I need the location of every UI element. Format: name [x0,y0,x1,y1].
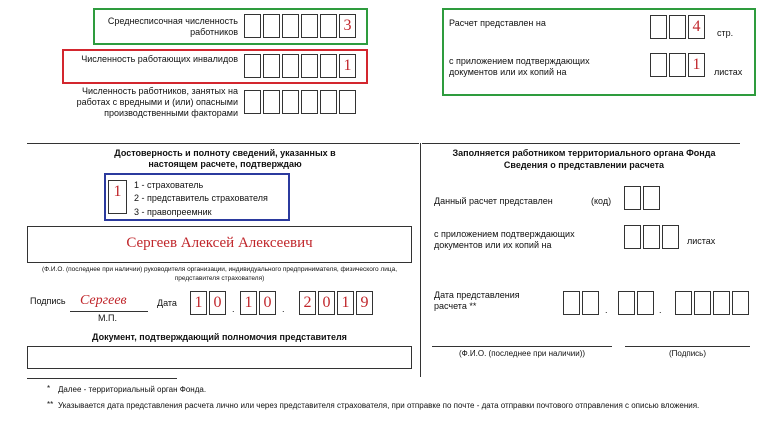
doc-field[interactable] [27,346,412,369]
cell[interactable] [650,15,667,39]
attachments-value[interactable]: 1 [688,53,705,77]
cell[interactable] [618,291,635,315]
role-option-1: 1 - страхователь [134,180,204,190]
full-name-field[interactable] [27,226,412,263]
signature-value[interactable]: Сергеев [80,293,127,308]
fund-name-caption: (Ф.И.О. (последнее при наличии)) [458,349,586,358]
fund-heading-2: Сведения о представлении расчета [503,160,665,170]
cell[interactable] [624,186,641,210]
date-dot: . [232,304,235,314]
cell[interactable] [694,291,711,315]
avg-headcount-label: Среднесписочная численность работников [107,16,238,37]
fund-heading-1: Заполняется работником территориального органа Фонда [452,148,716,158]
divider-vertical [420,143,421,377]
date-dot: . [282,304,285,314]
pages-label: Расчет представлен на [449,18,546,28]
date-month-digit[interactable]: 0 [259,291,276,315]
cell[interactable] [624,225,641,249]
footnote-2-marker: ** [47,400,54,409]
cell[interactable] [339,90,356,114]
fund-date-label: Дата представления расчета ** [434,290,520,311]
cell[interactable] [713,291,730,315]
cell[interactable] [650,53,667,77]
avg-headcount-value[interactable]: 3 [339,14,356,38]
hazardous-label: Численность работников, занятых на работах с вредными и (или) опасными производственными факторами [76,86,238,118]
cell[interactable] [563,291,580,315]
cell[interactable] [301,90,318,114]
date-month-digit[interactable]: 1 [240,291,257,315]
highlight-disabled [62,49,368,84]
pages-value[interactable]: 4 [688,15,705,39]
role-code-value[interactable]: 1 [108,180,127,214]
fund-attachments-label: с приложением подтверждающих документов или их копий на [434,229,575,250]
doc-label: Документ, подтверждающий полномочия представителя [92,332,347,342]
footnote-2: Указывается дата представления расчета лично или через представителя страхователя, при отправке по почте - дата отправки почтового отправления с описью вложения. [58,401,700,410]
cell[interactable] [282,90,299,114]
role-option-3: 3 - правопреемник [134,207,212,217]
fund-name-line [432,346,612,347]
cell[interactable] [637,291,654,315]
fund-attachments-unit: листах [687,236,716,246]
pages-unit: стр. [717,28,734,38]
signature-line [70,311,148,312]
date-dot: . [659,305,662,315]
cell[interactable] [582,291,599,315]
date-day-digit[interactable]: 1 [190,291,207,315]
code-label: (код) [591,196,612,206]
cell[interactable] [669,15,686,39]
date-year-digit[interactable]: 0 [318,291,335,315]
cell[interactable] [263,90,280,114]
date-day-digit[interactable]: 0 [209,291,226,315]
date-label: Дата [157,298,177,308]
cell[interactable] [643,225,660,249]
cell[interactable] [320,90,337,114]
date-year-digit[interactable]: 9 [356,291,373,315]
submitted-label: Данный расчет представлен [434,196,553,206]
signature-label: Подпись [30,296,66,306]
cell[interactable] [675,291,692,315]
cell[interactable] [732,291,749,315]
fund-signature-line [625,346,750,347]
highlight-avg-headcount [93,8,368,45]
date-year-digit[interactable]: 1 [337,291,354,315]
full-name-caption: (Ф.И.О. (последнее при наличии) руководителя организации, индивидуального предпринимателя, физического лица, представителя страхователя) [41,266,398,282]
cell[interactable] [669,53,686,77]
certification-heading: Достоверность и полноту сведений, указанных в настоящем расчете, подтверждаю [114,148,336,169]
disabled-label: Численность работающих инвалидов [81,54,238,64]
attachments-label: с приложением подтверждающих документов или их копий на [449,56,590,77]
date-dot: . [605,305,608,315]
full-name-value: Сергеев Алексей Алексеевич [126,235,313,251]
role-option-2: 2 - представитель страхователя [134,193,268,203]
attachments-unit: листах [714,67,743,77]
cell[interactable] [662,225,679,249]
footnote-1: Далее - территориальный орган Фонда. [58,385,207,394]
footnote-1-marker: * [47,384,51,393]
footnote-separator [27,378,177,379]
disabled-value[interactable]: 1 [339,54,356,78]
divider-right [422,143,740,144]
cell[interactable] [244,90,261,114]
divider-left [27,143,419,144]
cell[interactable] [643,186,660,210]
stamp-label: М.П. [98,313,117,323]
fund-signature-caption: (Подпись) [669,349,706,358]
date-year-digit[interactable]: 2 [299,291,316,315]
